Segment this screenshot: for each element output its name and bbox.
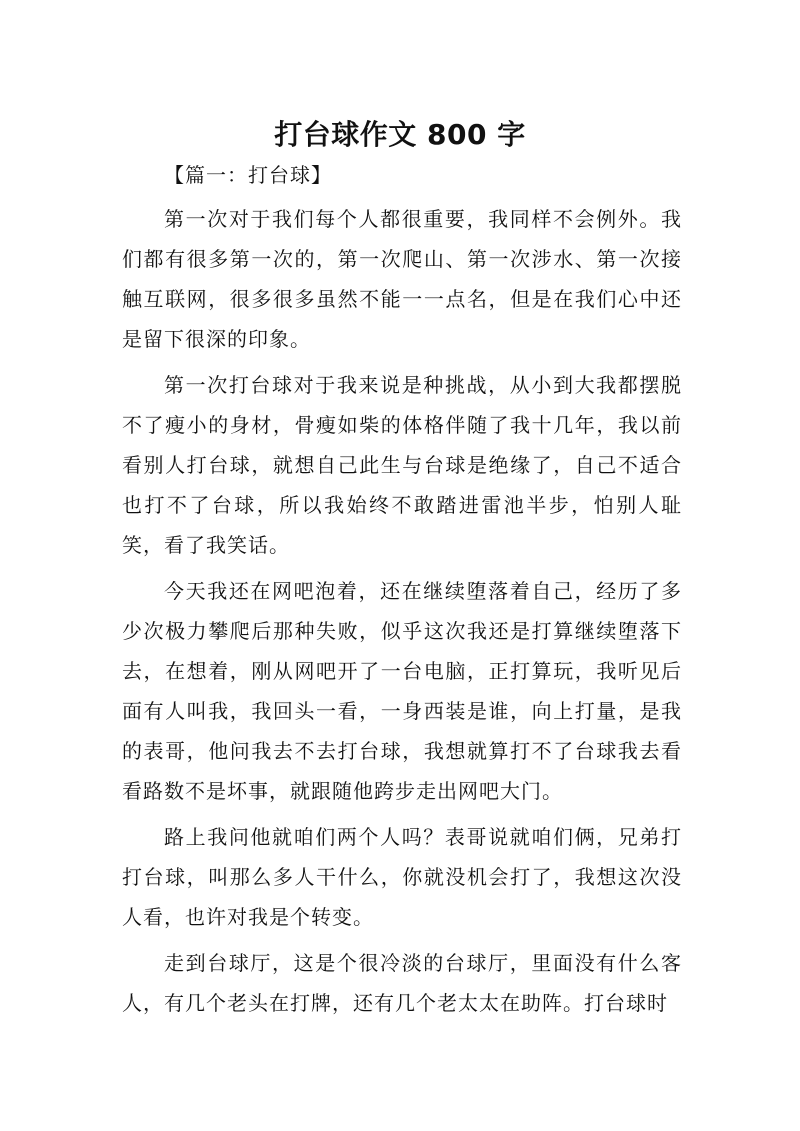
paragraph: 第一次打台球对于我来说是种挑战，从小到大我都摆脱不了瘦小的身材，骨瘦如柴的体格伴随了我十几年，我以前看别人打台球，就想自己此生与台球是绝缘了，自己不适合也打不了台球，所以我始终不敢踏进雷池半步，怕别人耻笑，看了我笑话。 xyxy=(122,373,682,557)
document-title: 打台球作文 800 字 xyxy=(274,117,526,151)
paragraph: 第一次对于我们每个人都很重要，我同样不会例外。我们都有很多第一次的，第一次爬山、第一次涉水、第一次接触互联网，很多很多虽然不能一一点名，但是在我们心中还是留下很深的印象。 xyxy=(122,207,682,351)
paragraph: 今天我还在网吧泡着，还在继续堕落着自己，经历了多少次极力攀爬后那种失败，似乎这次我还是打算继续堕落下去，在想着，刚从网吧开了一台电脑，正打算玩，我听见后面有人叫我，我回头一看，一身西装是谁，向上打量，是我的表哥，他问我去不去打台球，我想就算打不了台球我去看看路数不是坏事，就跟随他跨步走出网吧大门。 xyxy=(122,579,682,803)
paragraph: 路上我问他就咱们两个人吗？表哥说就咱们俩，兄弟打打台球，叫那么多人干什么，你就没机会打了，我想这次没人看，也许对我是个转变。 xyxy=(122,825,682,929)
section-heading: 【篇一：打台球】 xyxy=(164,163,332,187)
document-body xyxy=(122,155,682,1029)
paragraph: 走到台球厅，这是个很冷淡的台球厅，里面没有什么客人，有几个老头在打牌，还有几个老太太在助阵。打台球时 xyxy=(122,951,682,1015)
